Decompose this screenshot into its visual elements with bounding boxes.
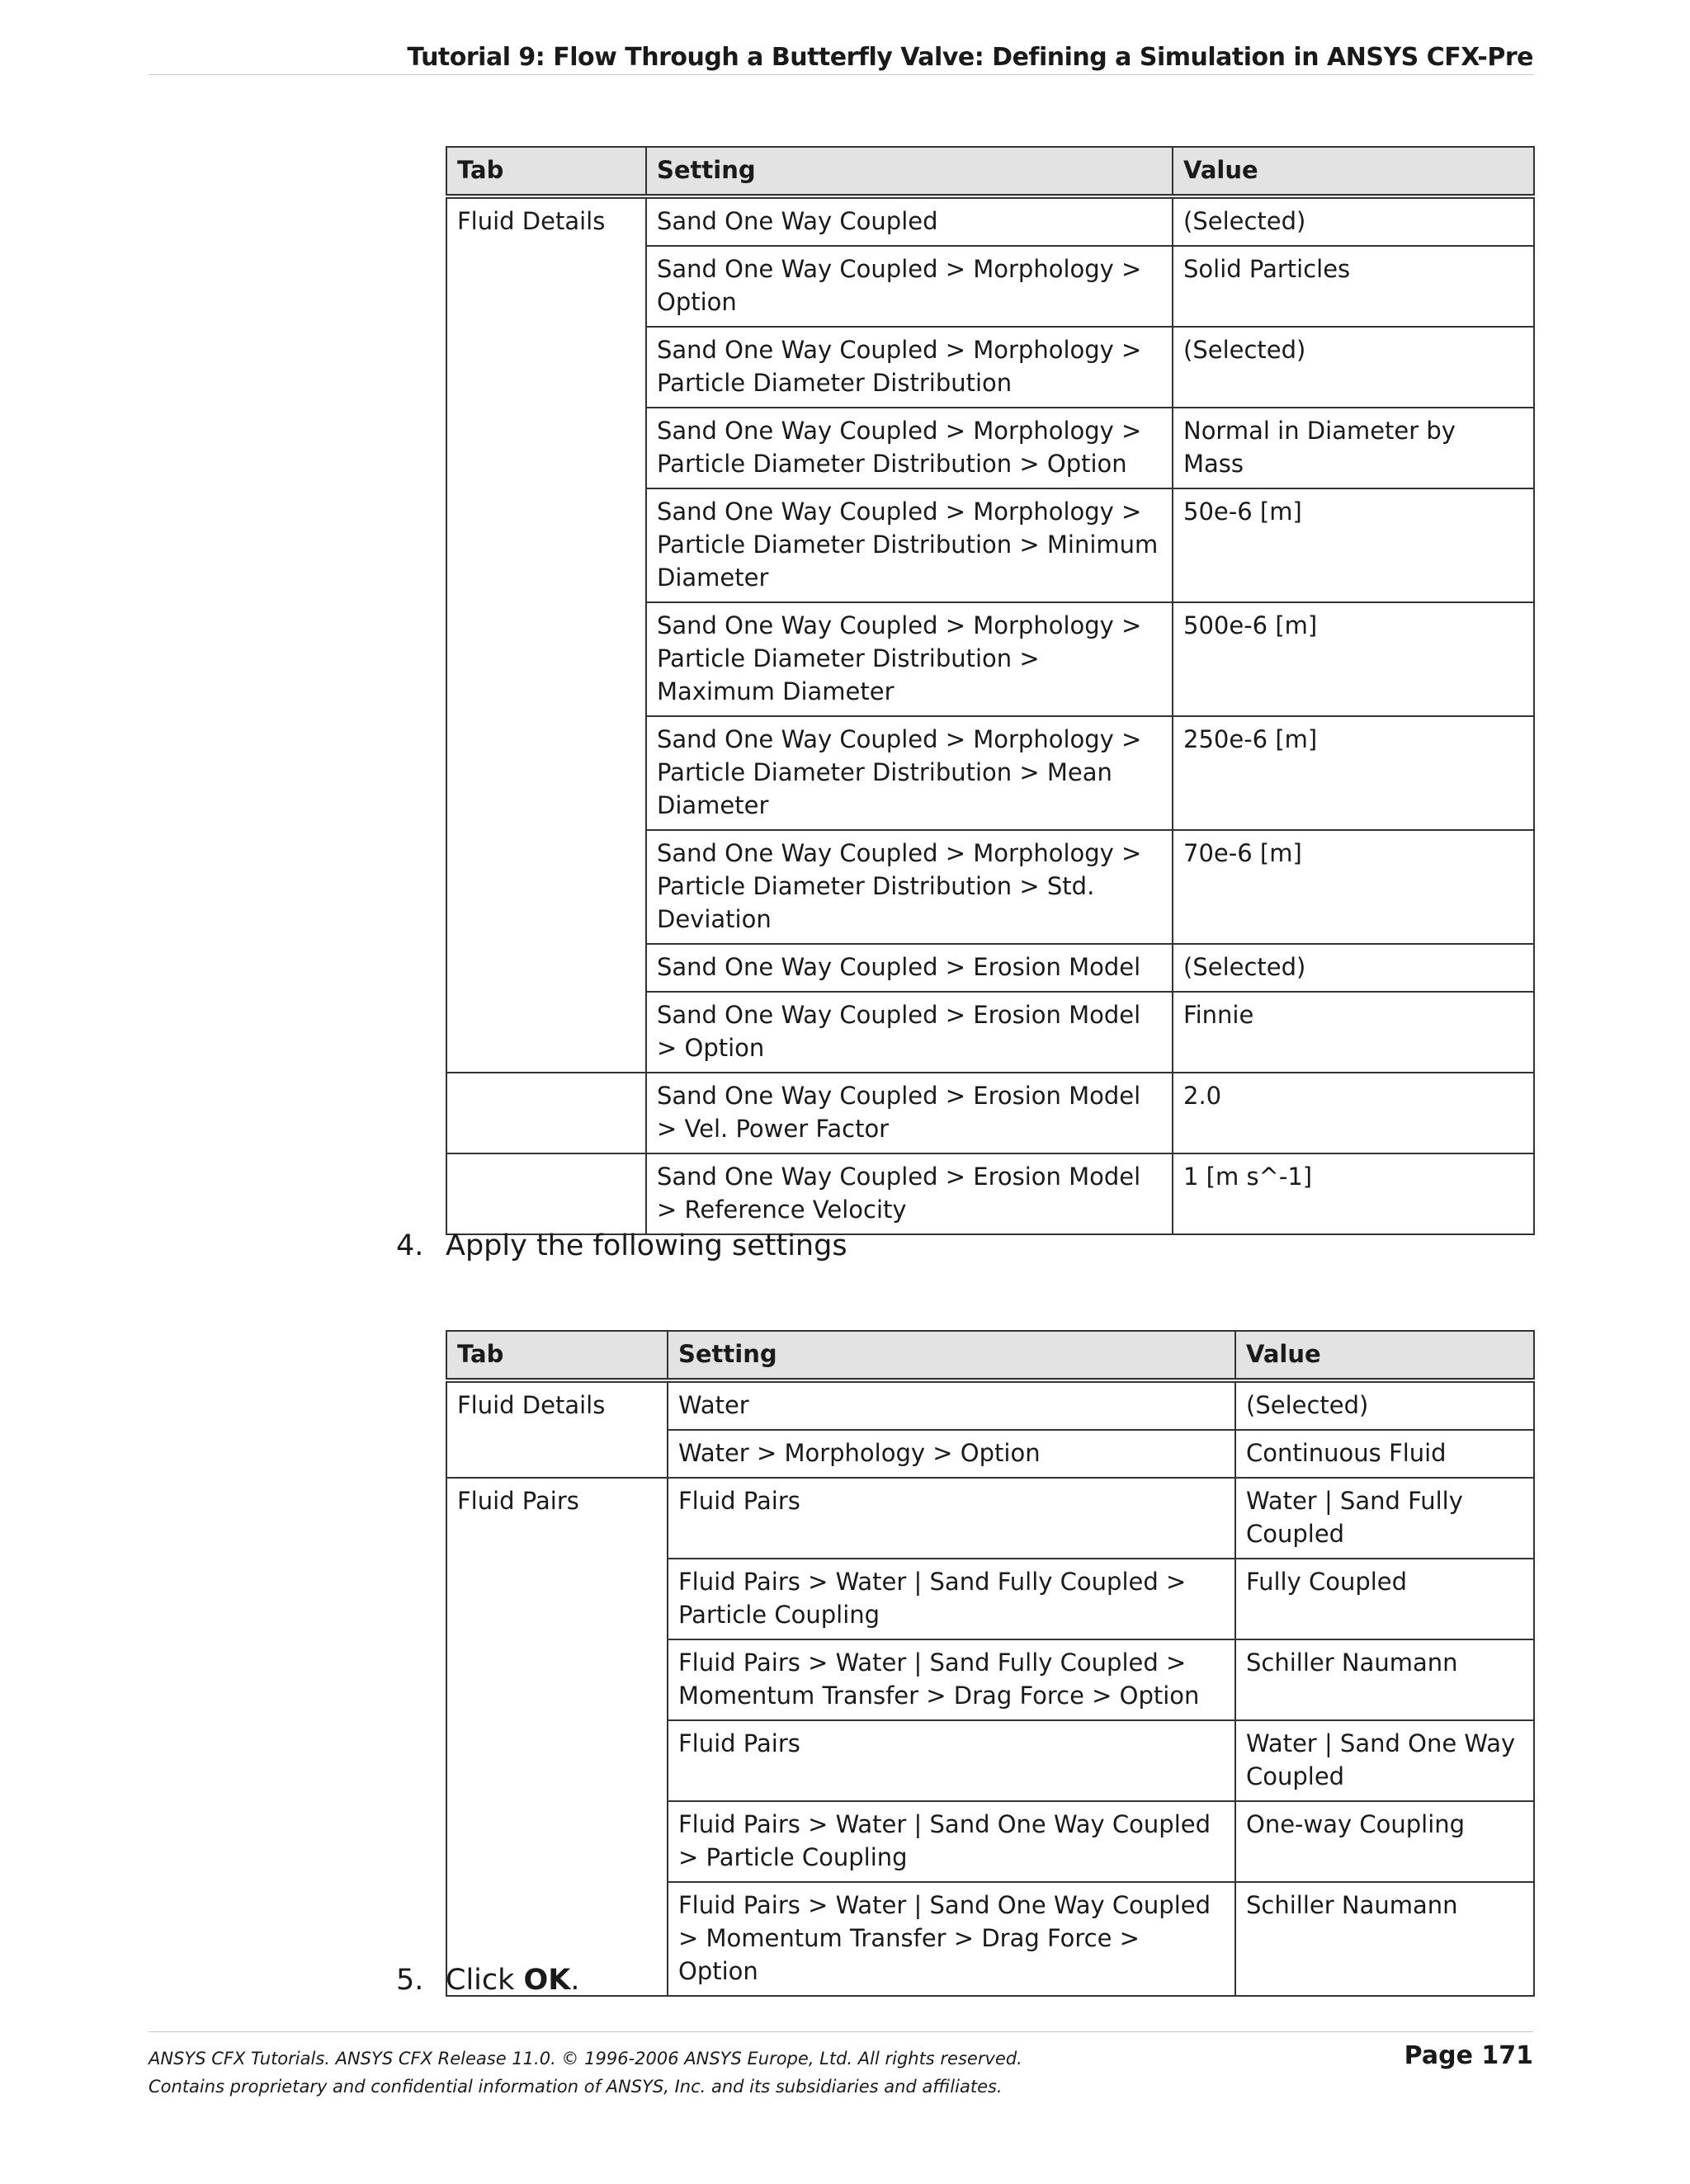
step-text-suffix: . [570,1964,580,1997]
table-row [446,830,1534,944]
value-cell: One-way Coupling [1235,1801,1534,1882]
value-cell: 500e-6 [m] [1173,602,1534,716]
column-header-tab: Tab [446,147,646,196]
setting-cell: Sand One Way Coupled > Morphology > Particle Diameter Distribution > Maximum Diameter [646,602,1173,716]
setting-cell: Water > Morphology > Option [668,1430,1235,1478]
value-cell: 250e-6 [m] [1173,716,1534,830]
table-row [446,196,1534,246]
setting-cell: Fluid Pairs [668,1478,1235,1559]
header-divider [149,74,1533,75]
footer-divider [149,2031,1533,2032]
table-row [446,992,1534,1073]
tab-cell [446,1639,668,1720]
value-cell: Schiller Naumann [1235,1882,1534,1996]
setting-cell: Sand One Way Coupled > Morphology > Particle Diameter Distribution > Mean Diameter [646,716,1173,830]
ok-keyword: OK [523,1964,571,1997]
page-header-title: Tutorial 9: Flow Through a Butterfly Valve: Defining a Simulation in ANSYS CFX-Pre [407,43,1533,72]
page-number: Page 171 [1404,2041,1533,2070]
setting-cell: Fluid Pairs [668,1720,1235,1801]
column-header-setting: Setting [668,1331,1235,1380]
tab-cell [446,327,646,408]
table-row [446,944,1534,992]
settings-table-2 [446,1330,1535,1997]
value-cell: Schiller Naumann [1235,1639,1534,1720]
step-text: Apply the following settings [446,1229,847,1262]
step-4 [396,1229,847,1262]
value-cell: Water | Sand One Way Coupled [1235,1720,1534,1801]
settings-table-1 [446,146,1535,1235]
step-number: 5. [396,1964,424,1997]
tab-cell [446,408,646,488]
footer-notice [149,2045,1022,2101]
tab-cell [446,1559,668,1639]
value-cell: 2.0 [1173,1073,1534,1153]
table-row [446,327,1534,408]
value-cell: Fully Coupled [1235,1559,1534,1639]
table-row [446,408,1534,488]
setting-cell: Sand One Way Coupled > Erosion Model > Option [646,992,1173,1073]
tab-cell [446,1073,646,1153]
tab-cell [446,830,646,944]
tab-cell: Fluid Details [446,196,646,246]
table-row [446,1478,1534,1559]
setting-cell: Sand One Way Coupled > Morphology > Particle Diameter Distribution > Std. Deviation [646,830,1173,944]
tab-cell [446,246,646,327]
table-row [446,1639,1534,1720]
table-row [446,1559,1534,1639]
tab-cell [446,716,646,830]
table-row [446,1153,1534,1234]
table-row [446,602,1534,716]
table-row [446,1073,1534,1153]
setting-cell: Sand One Way Coupled > Erosion Model > Reference Velocity [646,1153,1173,1234]
table-header-row [446,1331,1534,1380]
tab-cell: Fluid Pairs [446,1478,668,1559]
column-header-tab: Tab [446,1331,668,1380]
setting-cell: Fluid Pairs > Water | Sand One Way Coupled > Particle Coupling [668,1801,1235,1882]
setting-cell: Sand One Way Coupled > Morphology > Particle Diameter Distribution > Minimum Diameter [646,488,1173,602]
value-cell: 70e-6 [m] [1173,830,1534,944]
footer-copyright: ANSYS CFX Tutorials. ANSYS CFX Release 11.0. © 1996-2006 ANSYS Europe, Ltd. All rights reserved. [149,2049,1022,2068]
setting-cell: Sand One Way Coupled > Morphology > Particle Diameter Distribution > Option [646,408,1173,488]
value-cell: Continuous Fluid [1235,1430,1534,1478]
step-text-prefix: Click [446,1964,524,1997]
value-cell: Water | Sand Fully Coupled [1235,1478,1534,1559]
value-cell: Solid Particles [1173,246,1534,327]
tab-cell [446,1153,646,1234]
table-row [446,246,1534,327]
column-header-value: Value [1235,1331,1534,1380]
tab-cell: Fluid Details [446,1380,668,1430]
table-row [446,1430,1534,1478]
setting-cell: Sand One Way Coupled [646,196,1173,246]
setting-cell: Sand One Way Coupled > Erosion Model [646,944,1173,992]
table-row [446,1882,1534,1996]
tab-cell [446,1430,668,1478]
value-cell: (Selected) [1173,196,1534,246]
value-cell: 1 [m s^-1] [1173,1153,1534,1234]
setting-cell: Sand One Way Coupled > Morphology > Particle Diameter Distribution [646,327,1173,408]
value-cell: (Selected) [1173,944,1534,992]
tab-cell [446,1801,668,1882]
table-header-row [446,147,1534,196]
table-row [446,716,1534,830]
value-cell: 50e-6 [m] [1173,488,1534,602]
step-5 [396,1964,580,1997]
value-cell: (Selected) [1235,1380,1534,1430]
step-number: 4. [396,1229,424,1262]
setting-cell: Water [668,1380,1235,1430]
table-row [446,488,1534,602]
value-cell: (Selected) [1173,327,1534,408]
tab-cell [446,944,646,992]
setting-cell: Sand One Way Coupled > Erosion Model > Vel. Power Factor [646,1073,1173,1153]
setting-cell: Fluid Pairs > Water | Sand One Way Coupled > Momentum Transfer > Drag Force > Option [668,1882,1235,1996]
tab-cell [446,1720,668,1801]
tab-cell [446,488,646,602]
column-header-value: Value [1173,147,1534,196]
footer-confidential: Contains proprietary and confidential information of ANSYS, Inc. and its subsidiaries and affiliates. [149,2077,1003,2097]
tab-cell [446,602,646,716]
tab-cell [446,992,646,1073]
value-cell: Finnie [1173,992,1534,1073]
setting-cell: Sand One Way Coupled > Morphology > Option [646,246,1173,327]
table-row [446,1720,1534,1801]
setting-cell: Fluid Pairs > Water | Sand Fully Coupled > Momentum Transfer > Drag Force > Option [668,1639,1235,1720]
value-cell: Normal in Diameter by Mass [1173,408,1534,488]
column-header-setting: Setting [646,147,1173,196]
table-row [446,1801,1534,1882]
table-row [446,1380,1534,1430]
setting-cell: Fluid Pairs > Water | Sand Fully Coupled > Particle Coupling [668,1559,1235,1639]
